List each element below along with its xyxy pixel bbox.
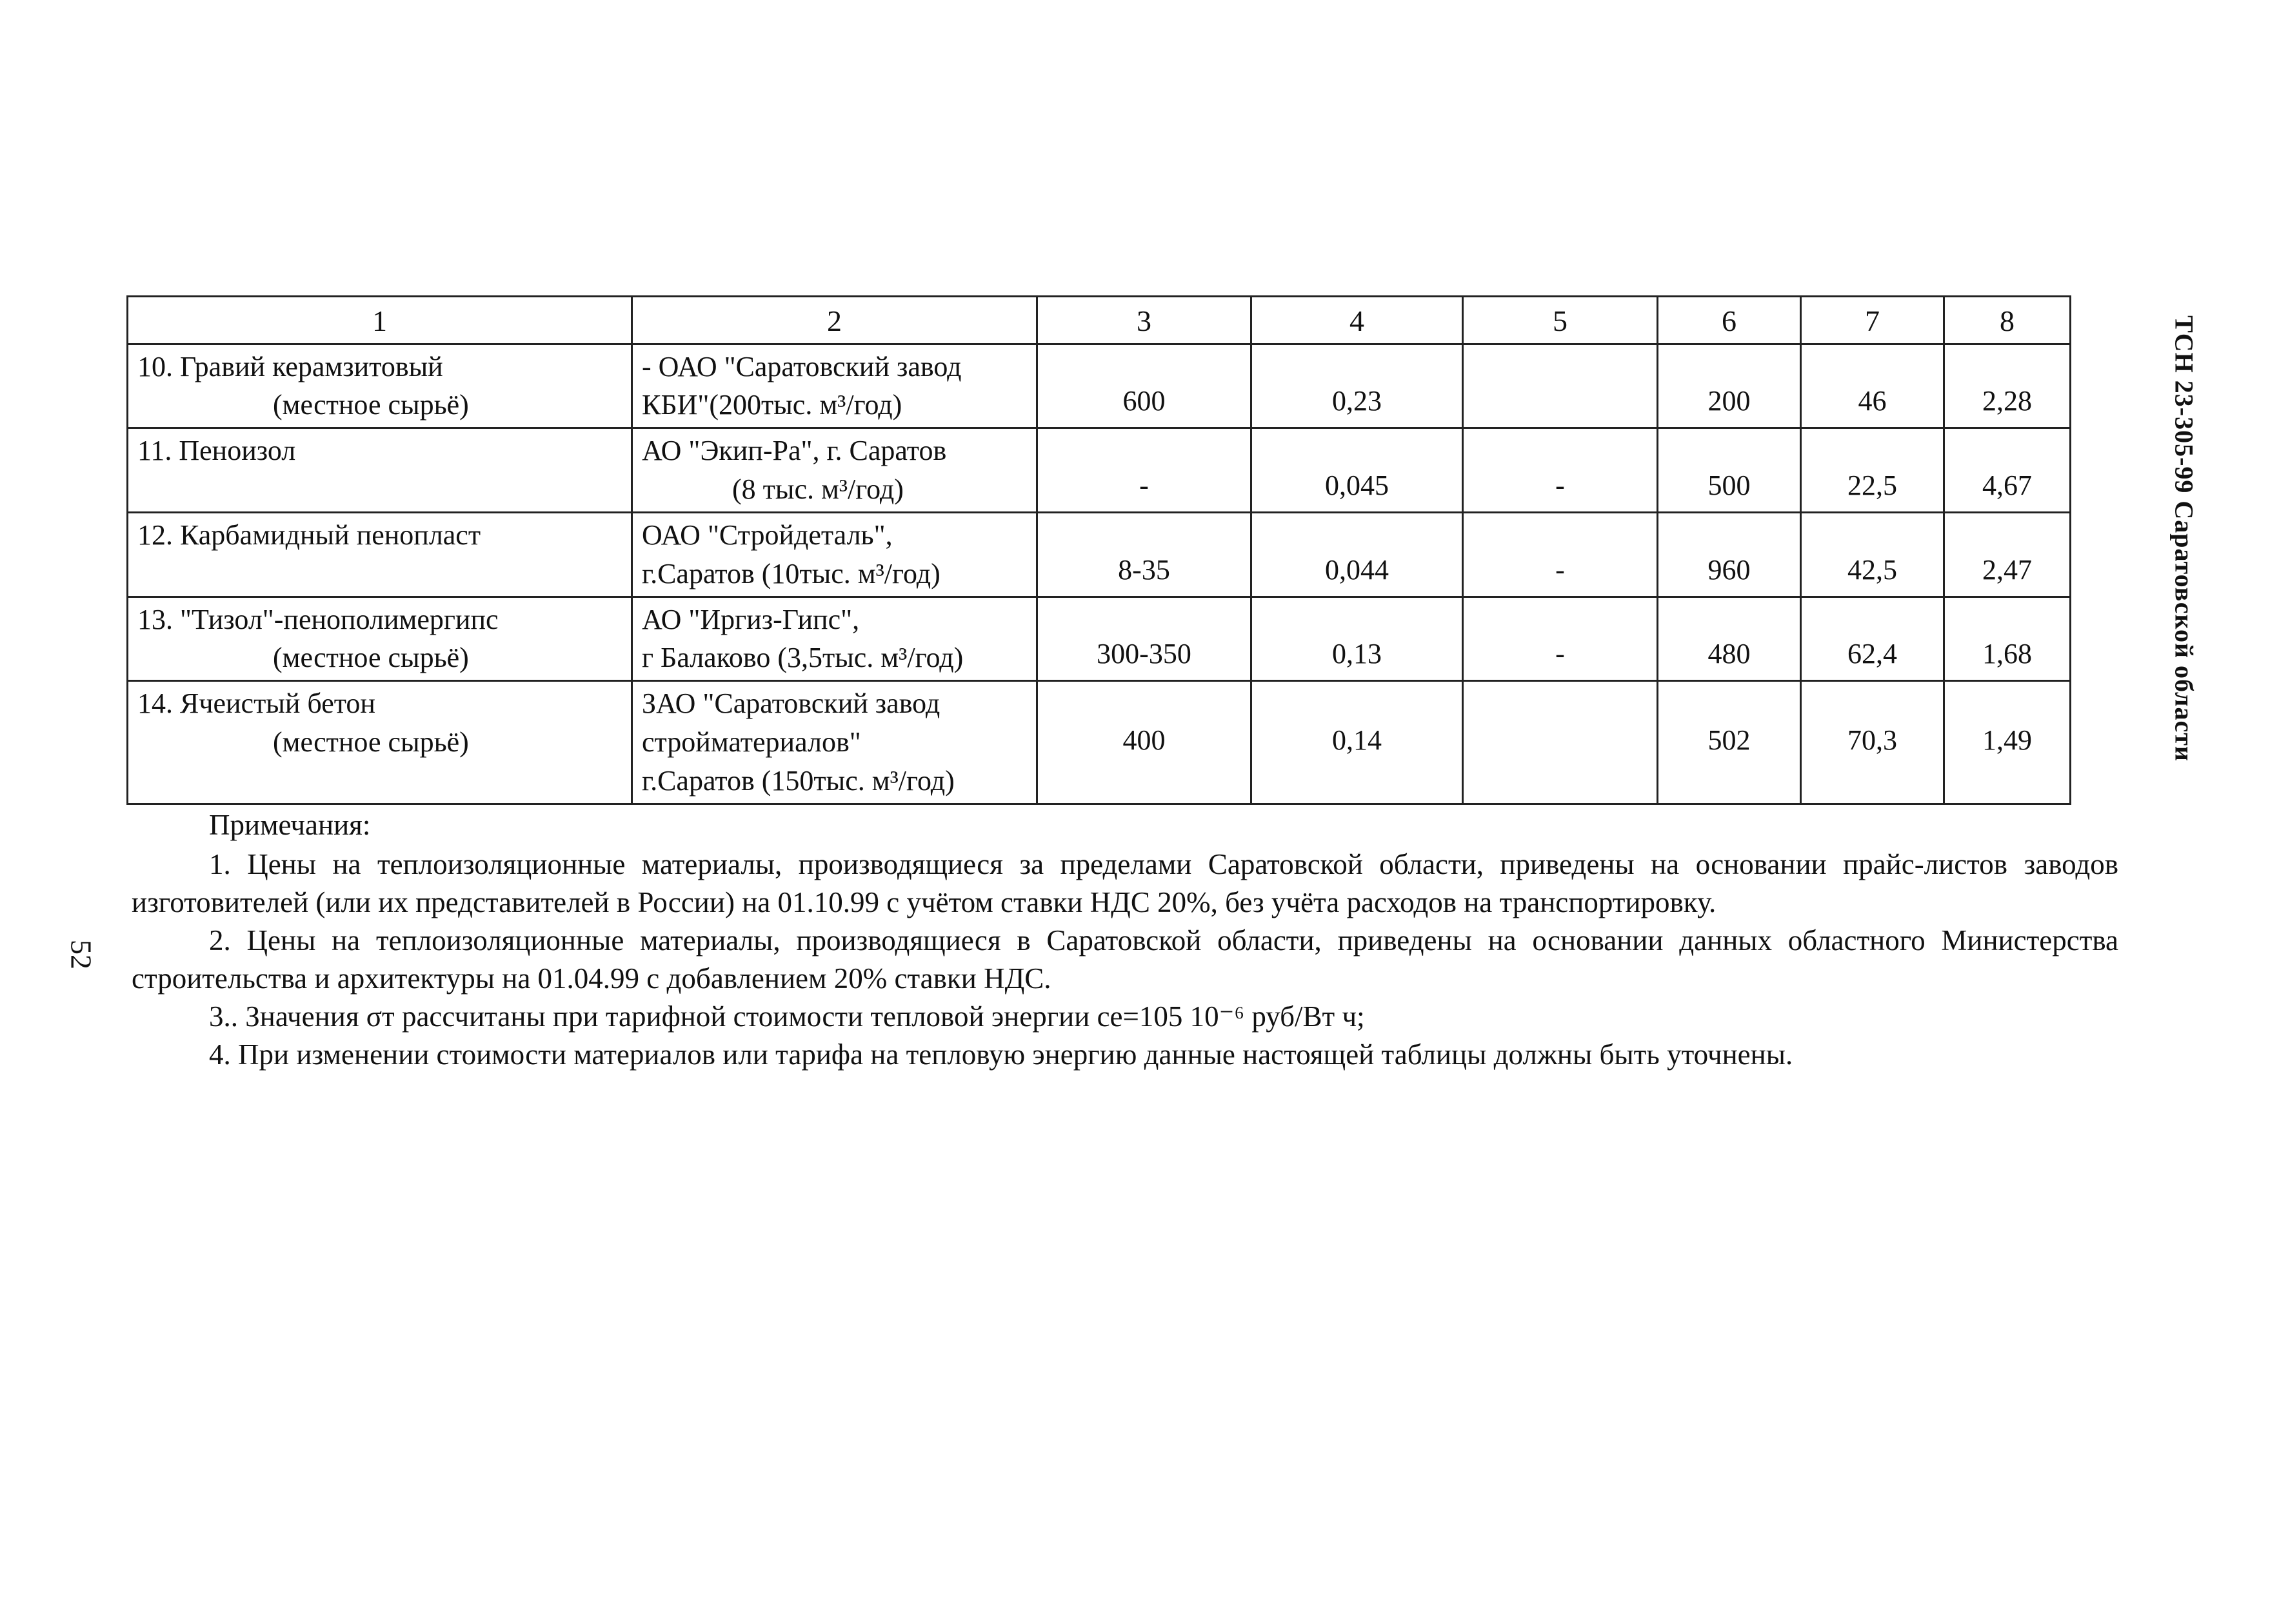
producer-cell [632,681,1037,804]
material-name: 11. Пеноизол [137,435,296,467]
column-header-6: 6 [1658,297,1801,344]
material-name: 10. Гравий керамзитовый [137,350,443,382]
page-number-text: 52 [65,940,98,969]
producer-line: стройматериалов" [642,726,861,758]
material-name: 12. Карбамидный пенопласт [137,519,481,551]
material-source: (местное сырьё) [273,726,469,758]
column-header-2: 2 [632,297,1037,344]
value-col-8: 4,67 [1944,428,2071,513]
table-row [128,597,2071,681]
table-row [128,428,2071,513]
value-col-4: 0,13 [1251,597,1463,681]
value-col-8: 2,28 [1944,344,2071,428]
value-col-5 [1463,681,1658,804]
value-col-7: 42,5 [1801,512,1944,597]
column-header-5: 5 [1463,297,1658,344]
material-source: (местное сырьё) [273,389,469,421]
value-col-7: 62,4 [1801,597,1944,681]
table-header-row [128,297,2071,344]
table-row [128,512,2071,597]
notes-section [132,806,2118,1074]
producer-line: - ОАО "Саратовский завод [642,350,962,382]
value-col-3: 600 [1037,344,1251,428]
note-item: 1. Цены на теплоизоляционные материалы, производящиеся за пределами Саратовской области, приведены на основании прайс-листов заводов изготовителей (или их представителей в России) на 01.10.99 с учётом ставки НДС 20%, без учёта расходов на транспортировку. [132,848,2118,918]
column-header-1: 1 [128,297,632,344]
running-header [2165,303,2204,774]
note-item: 2. Цены на теплоизоляционные материалы, производящиеся в Саратовской области, приведены на основании данных областного Министерства строительства и архитектуры на 01.04.99 с добавлением 20% ставки НДС. [132,924,2118,995]
producer-line: ОАО "Стройдеталь", [642,519,893,551]
value-col-3: 300-350 [1037,597,1251,681]
producer-cell [632,428,1037,513]
value-col-7: 70,3 [1801,681,1944,804]
value-col-4: 0,23 [1251,344,1463,428]
value-col-3: 8-35 [1037,512,1251,597]
value-col-6: 500 [1658,428,1801,513]
value-col-8: 2,47 [1944,512,2071,597]
value-col-6: 960 [1658,512,1801,597]
producer-line: АО "Экип-Ра", г. Саратов [642,435,947,467]
producer-line: (8 тыс. м³/год) [732,473,904,506]
page-number [62,929,101,980]
table-row [128,681,2071,804]
value-col-7: 46 [1801,344,1944,428]
materials-table [126,295,2071,805]
value-col-3: 400 [1037,681,1251,804]
producer-cell [632,512,1037,597]
producer-cell [632,344,1037,428]
value-col-4: 0,045 [1251,428,1463,513]
material-name: 13. "Тизол"-пенополимергипс [137,603,499,635]
material-name-cell [128,681,632,804]
running-header-text: ТСН 23-305-99 Саратовской области [2169,315,2199,762]
value-col-4: 0,14 [1251,681,1463,804]
producer-line: г.Саратов (150тыс. м³/год) [642,764,955,797]
material-name-cell [128,512,632,597]
value-col-3: - [1037,428,1251,513]
producer-line: г Балаково (3,5тыс. м³/год) [642,642,964,674]
value-col-6: 502 [1658,681,1801,804]
note-item: 3.. Значения σт рассчитаны при тарифной стоимости тепловой энергии сe=105 10⁻⁶ руб/Вт ч; [209,1000,1365,1033]
value-col-6: 200 [1658,344,1801,428]
value-col-4: 0,044 [1251,512,1463,597]
value-col-8: 1,68 [1944,597,2071,681]
value-col-6: 480 [1658,597,1801,681]
note-item: 4. При изменении стоимости материалов или тарифа на тепловую энергию данные настоящей таблицы должны быть уточнены. [209,1038,1793,1071]
producer-line: АО "Иргиз-Гипс", [642,603,860,635]
producer-line: ЗАО "Саратовский завод [642,688,940,720]
notes-title: Примечания: [209,809,371,841]
column-header-7: 7 [1801,297,1944,344]
column-header-8: 8 [1944,297,2071,344]
value-col-7: 22,5 [1801,428,1944,513]
column-header-4: 4 [1251,297,1463,344]
material-name: 14. Ячеистый бетон [137,688,375,720]
material-name-cell [128,597,632,681]
value-col-8: 1,49 [1944,681,2071,804]
value-col-5: - [1463,428,1658,513]
column-header-3: 3 [1037,297,1251,344]
table-row [128,344,2071,428]
producer-line: г.Саратов (10тыс. м³/год) [642,557,940,589]
material-name-cell [128,344,632,428]
value-col-5: - [1463,512,1658,597]
material-name-cell [128,428,632,513]
producer-line: КБИ"(200тыс. м³/год) [642,389,902,421]
value-col-5: - [1463,597,1658,681]
producer-cell [632,597,1037,681]
value-col-5 [1463,344,1658,428]
material-source: (местное сырьё) [273,642,469,674]
